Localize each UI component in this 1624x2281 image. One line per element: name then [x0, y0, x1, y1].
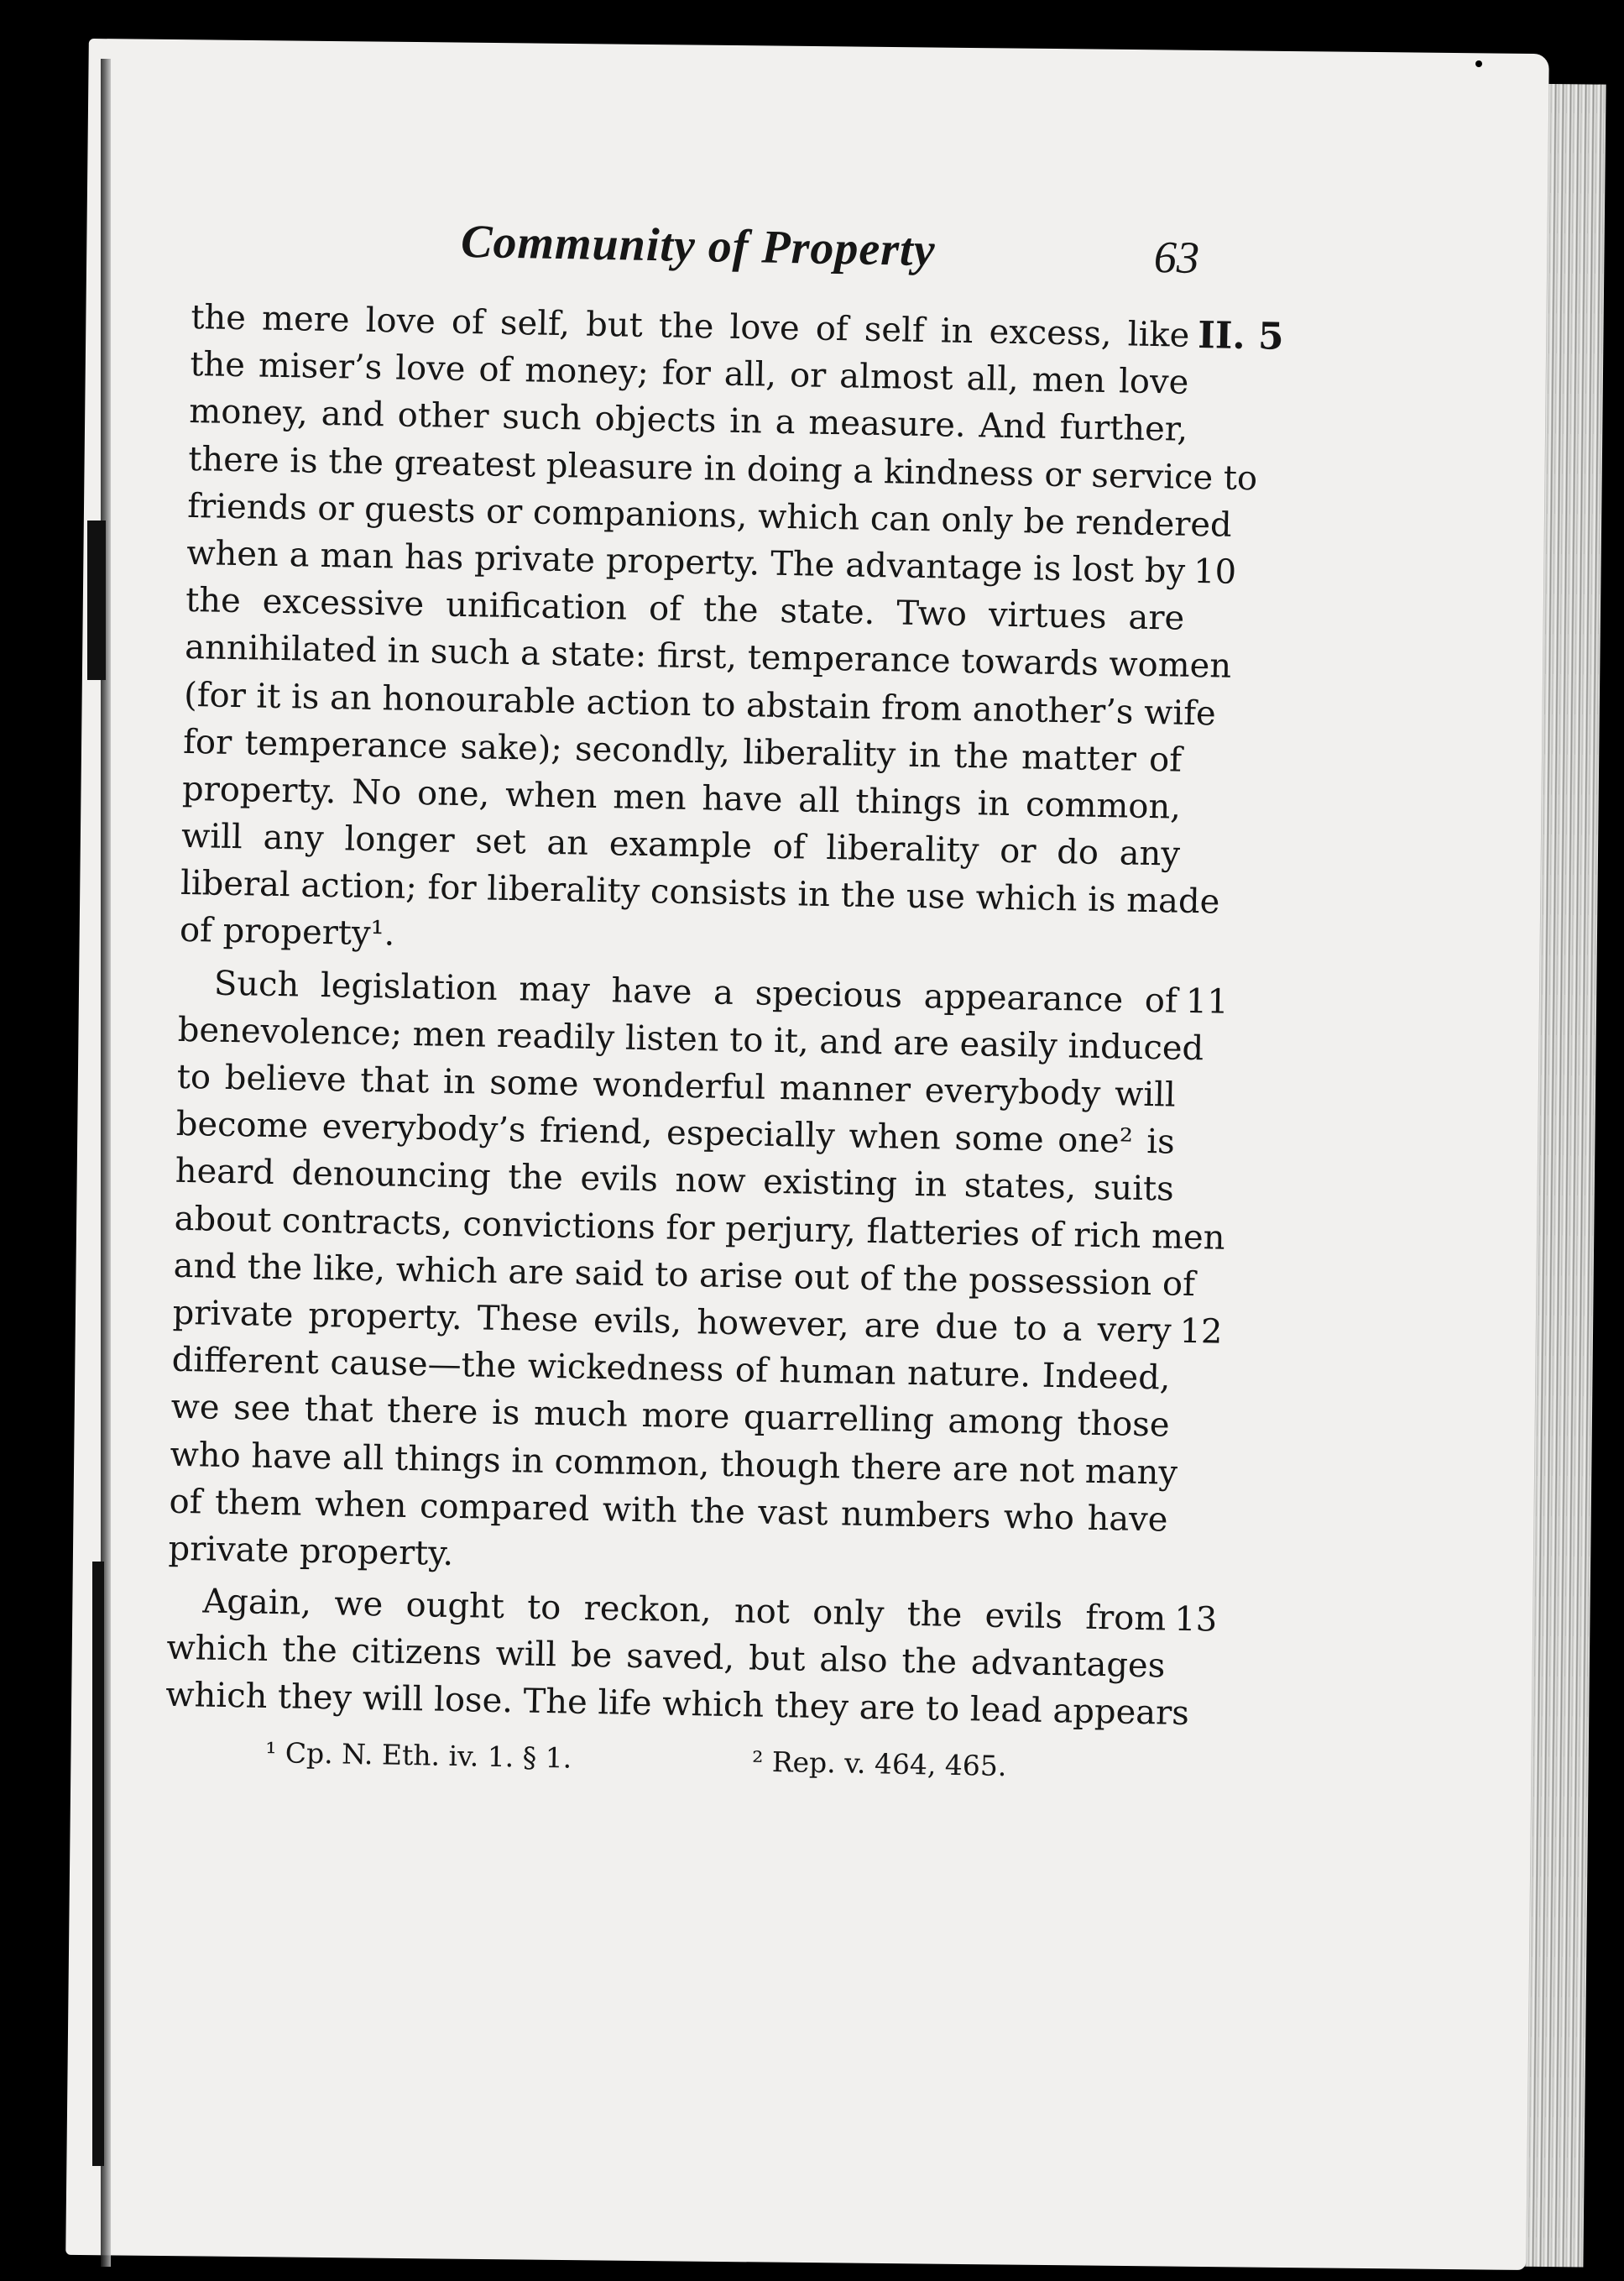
line-text: annihilated in such a state: first, temperance towards women — [184, 628, 1232, 687]
dust-speck — [621, 2265, 631, 2273]
page-text — [164, 201, 1368, 1797]
line-text: which the citizens will be saved, but also the advantages — [166, 1628, 1166, 1686]
marginal-section-number: 11 — [1185, 981, 1230, 1022]
footnote: ¹ Cp. N. Eth. iv. 1. § 1. — [264, 1735, 572, 1775]
line-text: when a man has private property. The advantage is lost by — [185, 533, 1186, 591]
marginal-section-number: 10 — [1193, 552, 1237, 592]
line-text: private property. — [168, 1529, 454, 1573]
gutter-shadow — [87, 521, 106, 680]
line-text: we see that there is much more quarrelling among those — [170, 1388, 1170, 1445]
line-text: the miser’s love of money; for all, or almost all, men love — [190, 345, 1189, 402]
line-text: different cause—the wickedness of human nature. Indeed, — [171, 1340, 1171, 1398]
line-text: the excessive unification of the state. Two virtues are — [185, 581, 1185, 638]
line-text: of them when compared with the vast numbers who have — [169, 1482, 1168, 1540]
line-text: about contracts, convictions for perjury, flatteries of rich men — [174, 1199, 1225, 1258]
body-text — [164, 294, 1285, 1737]
line-text: (for it is an honourable action to abstain from another’s wife — [183, 675, 1217, 733]
line-text: property. No one, when men have all things in common, — [181, 769, 1182, 827]
line-text: for temperance sake); secondly, liberality in the matter of — [182, 722, 1183, 780]
footnote: ² Rep. v. 464, 465. — [751, 1745, 1007, 1782]
dust-speck — [1442, 24, 1450, 32]
line-text: Again, we ought to reckon, not only the evils from — [202, 1582, 1167, 1639]
line-text: liberal action; for liberality consists in the use which is made — [180, 864, 1220, 922]
line-text: to believe that in some wonderful manner everybody will — [176, 1057, 1177, 1115]
line-text: who have all things in common, though there are not many — [170, 1435, 1178, 1493]
marginal-section-number: 12 — [1179, 1311, 1223, 1352]
running-title: Community of Property — [460, 215, 937, 277]
line-text: friends or guests or companions, which can only be rendered — [186, 486, 1233, 545]
line-text: will any longer set an example of liberality or do any — [180, 816, 1181, 874]
marginal-section-number: II. 5 — [1197, 313, 1285, 358]
line-text: benevolence; men readily listen to it, and are easily induced — [177, 1010, 1204, 1069]
marginal-section-number: 13 — [1173, 1599, 1218, 1640]
line-text: there is the greatest pleasure in doing a kindness or service to — [187, 439, 1258, 498]
line-text: and the like, which are said to arise out of the possession of — [173, 1246, 1196, 1304]
gutter-shadow — [92, 1562, 104, 2166]
line-text: the mere love of self, but the love of self in excess, like — [191, 297, 1190, 355]
line-text: heard denouncing the evils now existing in states, suits — [175, 1152, 1175, 1209]
dust-speck — [1475, 60, 1482, 67]
line-text: private property. These evils, however, are due to a very — [172, 1293, 1172, 1351]
line-text: become everybody’s friend, especially when some one² is — [175, 1105, 1176, 1162]
line-text: of property¹. — [179, 911, 395, 954]
line-text: money, and other such objects in a measure. And further, — [188, 392, 1188, 450]
line-text: Such legislation may have a specious appearance of — [213, 964, 1178, 1021]
page-number: 63 — [1153, 231, 1200, 283]
line-text: which they will lose. The life which they are to lead appears — [164, 1676, 1190, 1734]
